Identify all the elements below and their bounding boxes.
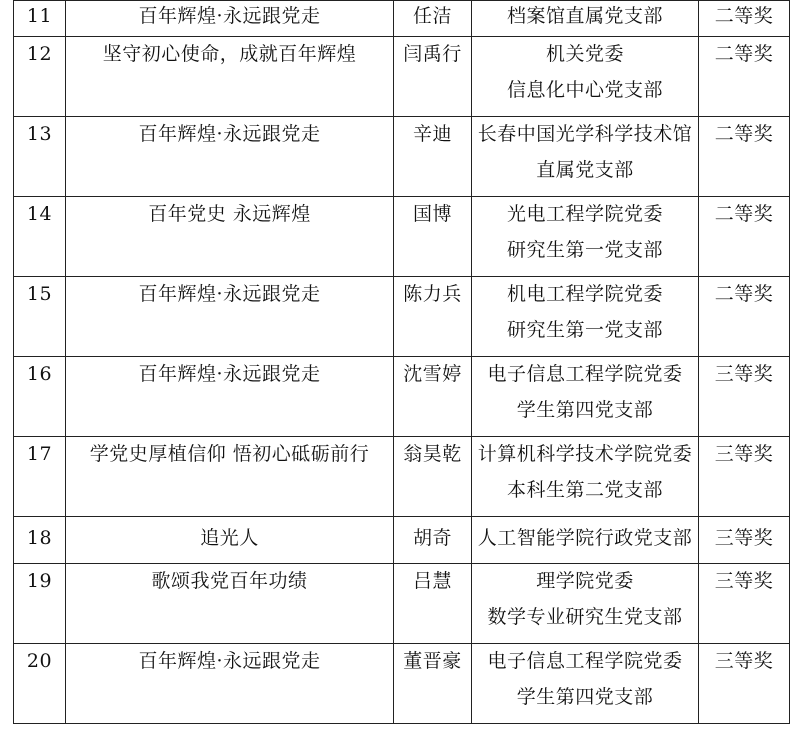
work-title: 百年辉煌·永远跟党走 <box>66 277 394 357</box>
unit-name: 计算机科学技术学院党委 本科生第二党支部 <box>472 437 699 517</box>
unit-name: 理学院党委 数学专业研究生党支部 <box>472 564 699 644</box>
work-title: 百年辉煌·永远跟党走 <box>66 357 394 437</box>
unit-name: 人工智能学院行政党支部 <box>472 517 699 564</box>
table-row <box>14 117 790 197</box>
work-title: 百年党史 永远辉煌 <box>66 197 394 277</box>
unit-name: 机关党委 信息化中心党支部 <box>472 37 699 117</box>
author-name: 董晋豪 <box>394 644 472 724</box>
unit-name: 档案馆直属党支部 <box>472 1 699 37</box>
author-name: 闫禹行 <box>394 37 472 117</box>
row-number: 18 <box>14 517 66 564</box>
unit-name: 电子信息工程学院党委 学生第四党支部 <box>472 357 699 437</box>
work-title: 坚守初心使命，成就百年辉煌 <box>66 37 394 117</box>
table-row <box>14 37 790 117</box>
work-title: 追光人 <box>66 517 394 564</box>
award-level: 三等奖 <box>699 437 790 517</box>
award-level: 三等奖 <box>699 644 790 724</box>
award-level: 二等奖 <box>699 1 790 37</box>
unit-name: 光电工程学院党委 研究生第一党支部 <box>472 197 699 277</box>
unit-name: 长春中国光学科学技术馆 直属党支部 <box>472 117 699 197</box>
author-name: 辛迪 <box>394 117 472 197</box>
row-number: 19 <box>14 564 66 644</box>
award-level: 二等奖 <box>699 117 790 197</box>
table-row <box>14 197 790 277</box>
row-number: 11 <box>14 1 66 37</box>
table-row <box>14 564 790 644</box>
author-name: 翁昊乾 <box>394 437 472 517</box>
row-number: 16 <box>14 357 66 437</box>
work-title: 学党史厚植信仰 悟初心砥砺前行 <box>66 437 394 517</box>
author-name: 沈雪婷 <box>394 357 472 437</box>
row-number: 12 <box>14 37 66 117</box>
work-title: 歌颂我党百年功绩 <box>66 564 394 644</box>
award-level: 三等奖 <box>699 564 790 644</box>
table-row <box>14 437 790 517</box>
author-name: 任洁 <box>394 1 472 37</box>
award-level: 三等奖 <box>699 357 790 437</box>
table-row <box>14 517 790 564</box>
row-number: 14 <box>14 197 66 277</box>
work-title: 百年辉煌·永远跟党走 <box>66 1 394 37</box>
awards-table-container <box>13 0 789 724</box>
unit-name: 机电工程学院党委 研究生第一党支部 <box>472 277 699 357</box>
award-level: 二等奖 <box>699 197 790 277</box>
award-level: 二等奖 <box>699 277 790 357</box>
table-row <box>14 1 790 37</box>
unit-name: 电子信息工程学院党委 学生第四党支部 <box>472 644 699 724</box>
work-title: 百年辉煌·永远跟党走 <box>66 117 394 197</box>
author-name: 陈力兵 <box>394 277 472 357</box>
row-number: 20 <box>14 644 66 724</box>
author-name: 胡奇 <box>394 517 472 564</box>
row-number: 17 <box>14 437 66 517</box>
row-number: 13 <box>14 117 66 197</box>
row-number: 15 <box>14 277 66 357</box>
table-row <box>14 357 790 437</box>
table-row <box>14 277 790 357</box>
awards-table <box>13 0 790 724</box>
award-level: 三等奖 <box>699 517 790 564</box>
award-level: 二等奖 <box>699 37 790 117</box>
table-row <box>14 644 790 724</box>
author-name: 国博 <box>394 197 472 277</box>
author-name: 吕慧 <box>394 564 472 644</box>
work-title: 百年辉煌·永远跟党走 <box>66 644 394 724</box>
